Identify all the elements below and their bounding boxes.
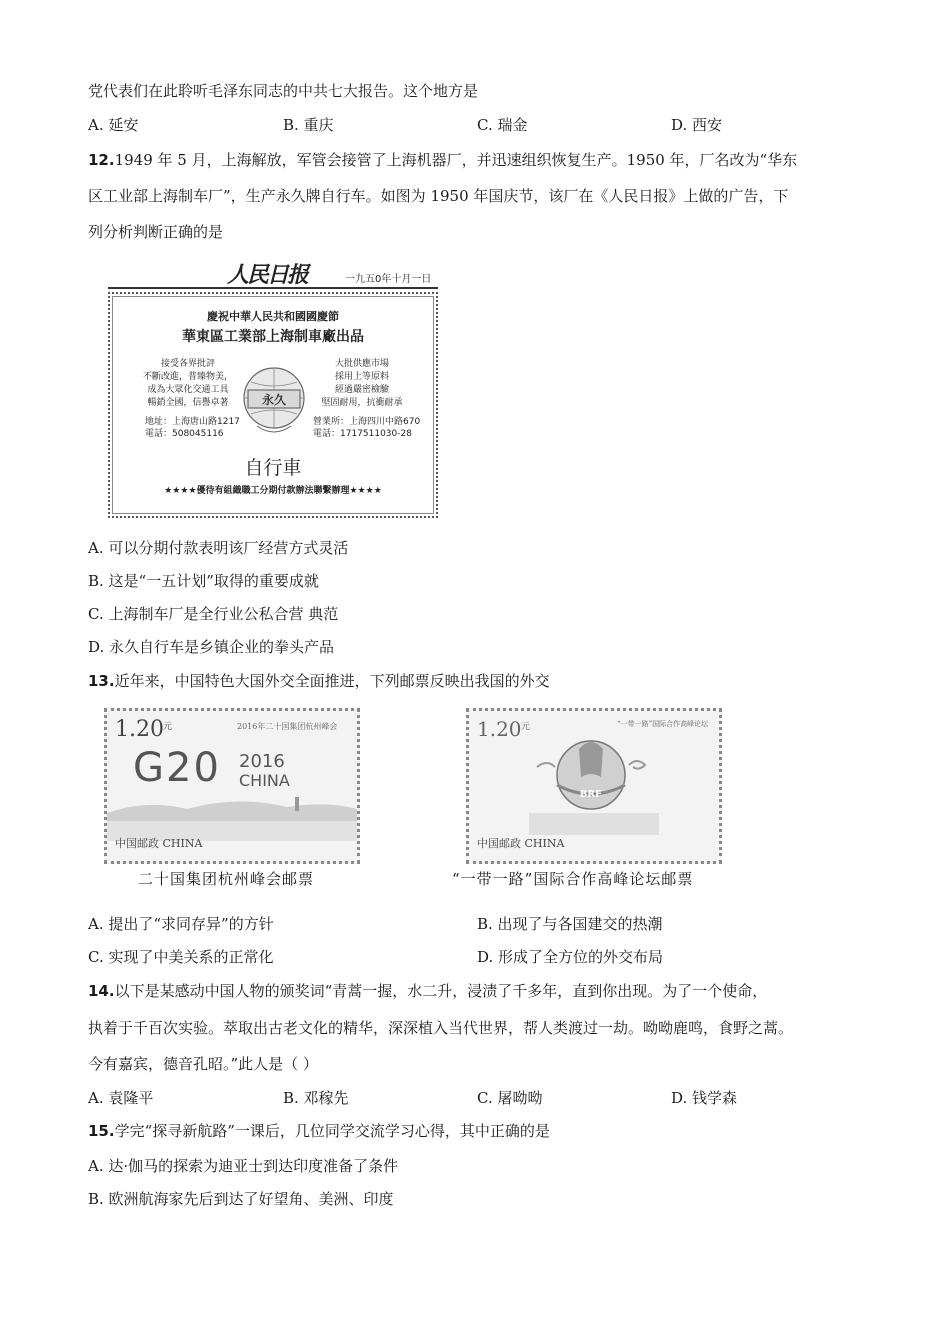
q12-option-d[interactable]: D. 永久自行车是乡镇企业的拳头产品 [88,638,335,656]
q11-option-c[interactable]: C. 瑞金 [477,116,528,134]
q12-stem-line-3: 列分析判断正确的是 [88,223,224,241]
ad-right-contact: 營業所：上海四川中路670 電話：1717511030-28 [313,417,421,439]
q12-stem-line-2: 区工业部上海制车厂”，生产永久牌自行车。如图为 1950 年国庆节，该厂在《人民日报》上做的广告，下 [88,187,789,205]
q11-stem-tail: 党代表们在此聆听毛泽东同志的中共七大报告。这个地方是 [88,82,479,100]
brf-globe-emblem-icon [529,725,659,835]
q11-option-a[interactable]: A. 延安 [88,116,139,134]
newspaper-date: 一九五0年十月一日 [345,274,432,285]
ad-title-1: 慶祝中華人民共和國國慶節 [207,310,339,323]
west-lake-landscape-icon [107,791,357,841]
stamp1-unit: 元 [163,722,173,732]
q14-stem-line-1: 14.以下是某感动中国人物的颁奖词“青蒿一握，水二升，浸渍了千多年，直到你出现。为了一个使命， [88,982,768,1000]
stamp1-country: CHINA [239,771,290,790]
stamp2-value: 1.20 [477,717,522,741]
q15-option-b[interactable]: B. 欧洲航海家先后到达了好望角、美洲、印度 [88,1190,394,1208]
stamp2-brf: BRF [579,789,603,800]
q14-option-a[interactable]: A. 袁隆平 [88,1089,154,1107]
stamp1-value: 1.20 [115,717,164,742]
brf-stamp [466,708,722,864]
q13-stem: 13.近年来，中国特色大国外交全面推进，下列邮票反映出我国的外交 [88,672,550,690]
bicycle-globe-logo-icon [233,360,315,440]
q12-option-a[interactable]: A. 可以分期付款表明该厂经营方式灵活 [88,539,349,557]
stamp2-header: “一带一路”国际合作高峰论坛 [617,720,709,728]
q14-stem-line-3: 今有嘉宾，德音孔昭。”此人是（ ） [88,1055,318,1073]
ad-footer: ★★★★優待有組織職工分期付款辦法聯繫辦理★★★★ [164,486,382,496]
newspaper-ad-figure [105,258,445,520]
g20-stamp [104,708,360,864]
q13-option-c[interactable]: C. 实现了中美关系的正常化 [88,948,274,966]
q14-option-c[interactable]: C. 屠呦呦 [477,1089,543,1107]
q13-number: 13. [88,672,115,690]
ad-logo-text: 永久 [261,393,287,407]
q11-option-b[interactable]: B. 重庆 [283,116,334,134]
stamp2-unit: 元 [521,722,531,732]
q12-option-b[interactable]: B. 这是“一五计划”取得的重要成就 [88,572,319,590]
stamp1-caption: 二十国集团杭州峰会邮票 [138,870,315,888]
stamp1-year: 2016 [239,751,285,772]
stamp2-caption: “一带一路”国际合作高峰论坛邮票 [452,870,694,888]
q14-option-d[interactable]: D. 钱学森 [671,1089,738,1107]
q15-option-a[interactable]: A. 达·伽马的探索为迪亚士到达印度准备了条件 [88,1157,399,1175]
ad-title-2: 華東區工業部上海制車廠出品 [182,329,364,345]
q14-option-b[interactable]: B. 邓稼先 [283,1089,349,1107]
q12-stem-line-1: 12.1949 年 5 月，上海解放，军管会接管了上海机器厂，并迅速组织恢复生产。1950 年，厂名改为“华东 [88,151,798,169]
stamp2-post: 中国邮政 CHINA [477,837,565,850]
q11-option-d[interactable]: D. 西安 [671,116,723,134]
newspaper-masthead: 人民日报 [227,262,308,288]
stamp1-header: 2016年二十国集团杭州峰会 [237,722,338,731]
ad-left-contact: 地址：上海唐山路1217 電話：508045116 [145,417,240,439]
ad-right-block: 大批供應市場 採用上等原料 經過嚴密檢驗 堅固耐用，抗衝耐承 [321,359,403,408]
stamp1-post: 中国邮政 CHINA [115,837,203,850]
q14-stem-line-2: 执着于千百次实验。萃取出古老文化的精华，深深植入当代世界，帮人类渡过一劫。呦呦鹿鸣，食野之蒿。 [88,1019,794,1037]
ad-product: 自行車 [244,457,302,479]
q15-stem: 15.学完“探寻新航路”一课后，几位同学交流学习心得，其中正确的是 [88,1122,550,1140]
stamp1-g20: G20 [133,745,221,791]
q13-option-d[interactable]: D. 形成了全方位的外交布局 [477,948,664,966]
q15-number: 15. [88,1122,115,1140]
masthead-rule [108,287,438,289]
q13-option-a[interactable]: A. 提出了“求同存异”的方针 [88,915,274,933]
ad-left-block: 接受各界批評 不斷改進，普臻物美， 成為大眾化交通工具 暢銷全國，信譽卓著 [143,359,234,408]
q14-number: 14. [88,982,115,1000]
q12-option-c[interactable]: C. 上海制车厂是全行业公私合营 典范 [88,605,339,623]
q13-option-b[interactable]: B. 出现了与各国建交的热潮 [477,915,663,933]
q12-number: 12. [88,151,115,169]
